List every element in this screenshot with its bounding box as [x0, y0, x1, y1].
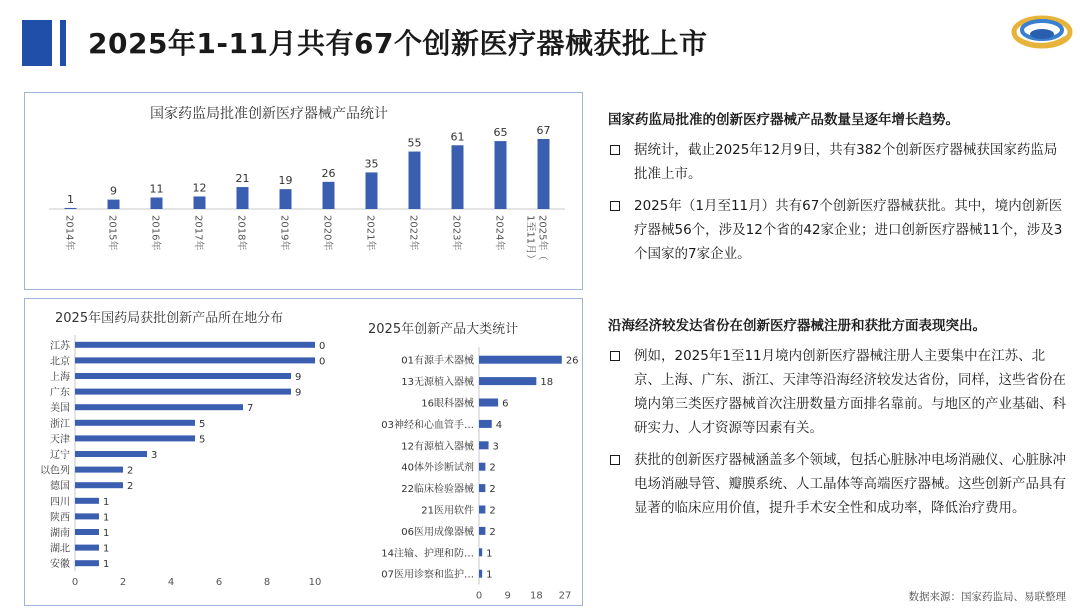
data-label: 12 [192, 181, 207, 195]
data-label: 1 [67, 192, 74, 206]
bullet-text: 例如，2025年1至11月境内创新医疗器械注册人主要集中在江苏、北京、上海、广东、浙江、天津等沿海经济较发达省份，同样，这些省份在境内第三类医疗器械首次注册数量方面排名靠前。与地区的产业基础、科研实力、人才资源等因素有关。 [634, 348, 1066, 436]
category-tick-label: 2022年 [407, 215, 419, 251]
distribution-panel [24, 298, 583, 606]
x-tick-label: 27 [558, 590, 572, 602]
square-bullet-icon [610, 145, 620, 155]
category-label: 陕西 [50, 512, 70, 524]
category-label: 13无源植入器械 [401, 377, 474, 389]
category-tick-label: 2019年 [278, 215, 290, 251]
bar [75, 560, 99, 566]
bar [75, 482, 123, 488]
category-label: 湖南 [50, 528, 70, 539]
category-label: 16眼科器械 [421, 398, 474, 410]
bar [75, 435, 195, 441]
category-label: 01有源手术器械 [401, 355, 474, 367]
category-tick-label: 2023年 [450, 215, 462, 251]
bar [479, 506, 485, 514]
data-label: 1 [103, 543, 110, 555]
bar [479, 527, 485, 535]
bar [479, 484, 485, 492]
x-tick-label: 8 [263, 577, 271, 588]
category-label: 四川 [50, 496, 70, 508]
bar [495, 141, 507, 209]
bar [479, 420, 492, 428]
summary-section-2 [608, 314, 1070, 528]
data-label: 65 [493, 126, 508, 140]
data-label: 11 [149, 182, 164, 196]
annual-chart-panel [24, 92, 583, 290]
bullet-text: 获批的创新医疗器械涵盖多个领域，包括心脏脉冲电场消融仪、心脏脉冲电场消融导管、瓣膜系统、人工晶体等高端医疗器械。这些创新产品具有显著的临床应用价值，提升手术安全性和成功率，降低治疗费用。 [634, 452, 1066, 516]
data-label: 26 [321, 166, 336, 180]
category-label: 以色列 [40, 465, 70, 477]
bar [65, 208, 77, 209]
category-tick-label: 2016年 [149, 215, 161, 251]
bar [75, 513, 99, 519]
x-tick-label: 9 [504, 590, 511, 602]
bar [75, 373, 291, 379]
category-label: 上海 [50, 372, 70, 383]
category-label: 07医用诊察和监护… [381, 569, 474, 581]
data-label: 2 [489, 484, 496, 496]
title-accent-bar [22, 20, 52, 66]
bar [323, 182, 335, 209]
category-label: 12有源植入器械 [401, 441, 474, 453]
category-label: 广东 [50, 387, 70, 399]
category-tick-label: 2024年 [493, 215, 505, 251]
bar [237, 187, 249, 209]
bar [75, 357, 315, 363]
bullet-text: 据统计，截止2025年12月9日，共有382个创新医疗器械获国家药监局批准上市。 [634, 142, 1058, 182]
category-label: 美国 [50, 403, 70, 415]
bar [75, 342, 315, 348]
bar [479, 570, 482, 578]
data-label: 1 [103, 496, 110, 508]
bullet-item [608, 344, 1070, 440]
x-tick-label: 10 [308, 577, 322, 588]
data-label: 61 [450, 130, 465, 144]
bar [151, 198, 163, 209]
x-tick-label: 18 [529, 590, 543, 602]
data-label: 1 [486, 569, 493, 581]
bar [194, 196, 206, 209]
bullet-item [608, 138, 1070, 186]
data-source-note: 数据来源：国家药监局、易联整理 [908, 591, 1066, 603]
bullet-item [608, 194, 1070, 266]
category-tick-label: 2015年 [106, 215, 118, 251]
data-label: 7 [247, 403, 254, 415]
data-label: 2 [127, 465, 134, 477]
data-label: 9 [295, 372, 302, 383]
bar [479, 548, 482, 556]
data-label: 3 [492, 441, 499, 453]
bar [75, 467, 123, 473]
data-label: 67 [536, 124, 551, 137]
category-tick-label: 2021年 [364, 215, 376, 251]
region-distribution-chart [25, 299, 345, 605]
data-label: 5 [199, 418, 206, 430]
square-bullet-icon [610, 201, 620, 211]
data-label: 1 [486, 548, 493, 560]
category-label: 06医用成像器械 [401, 526, 474, 538]
x-tick-label: 0 [71, 577, 79, 588]
data-label: 1 [103, 528, 110, 539]
data-label: 2 [489, 505, 496, 517]
summary-section-1 [608, 108, 1070, 274]
annual-approvals-chart [25, 93, 582, 289]
category-label: 40体外诊断试剂 [401, 462, 474, 474]
category-label: 03神经和心血管手… [381, 419, 474, 431]
data-label: 18 [540, 377, 554, 389]
x-tick-label: 6 [215, 577, 223, 588]
data-label: 55 [407, 136, 422, 150]
data-label: 19 [278, 174, 293, 188]
data-label: 3 [151, 450, 158, 461]
category-tick-label: 2025年（1至11月） [524, 215, 548, 265]
square-bullet-icon [610, 351, 620, 361]
bar [108, 200, 120, 209]
data-label: 1 [103, 512, 110, 524]
chart-title: 2025年创新产品大类统计 [368, 322, 519, 337]
category-stats-chart [345, 299, 582, 605]
data-label: 0 [319, 356, 326, 368]
chart-title: 国家药监局批准创新医疗器械产品统计 [150, 106, 388, 122]
chart-title: 2025年国药局获批创新产品所在地分布 [55, 311, 284, 326]
bar [452, 145, 464, 209]
data-label: 2 [127, 481, 134, 493]
category-label: 辽宁 [50, 450, 70, 461]
category-label: 浙江 [50, 418, 70, 430]
section-heading: 国家药监局批准的创新医疗器械产品数量呈逐年增长趋势。 [608, 112, 959, 128]
bar [280, 189, 292, 209]
category-label: 德国 [50, 481, 70, 493]
data-label: 9 [295, 387, 302, 399]
category-tick-label: 2017年 [192, 215, 204, 251]
bullet-text: 2025年（1月至11月）共有67个创新医疗器械获批。其中，境内创新医疗器械56个，涉及12个省的42家企业；进口创新医疗器械11个，涉及3个国家的7家企业。 [634, 198, 1063, 262]
bar [75, 529, 99, 535]
category-label: 22临床检验器械 [401, 484, 474, 496]
bar [75, 451, 147, 457]
category-label: 21医用软件 [421, 505, 474, 517]
category-tick-label: 2018年 [235, 215, 247, 251]
data-label: 35 [364, 157, 379, 171]
data-label: 1 [103, 559, 110, 571]
bar [479, 463, 485, 471]
x-tick-label: 0 [475, 590, 483, 602]
category-label: 14注输、护理和防… [381, 548, 474, 560]
data-label: 2 [489, 526, 496, 538]
bar [75, 498, 99, 504]
category-label: 天津 [50, 434, 70, 446]
x-tick-label: 2 [119, 577, 127, 588]
bar [479, 441, 489, 449]
category-tick-label: 2020年 [321, 215, 333, 251]
x-tick-label: 4 [167, 577, 175, 588]
bar [479, 377, 536, 385]
data-label: 9 [110, 184, 117, 198]
data-label: 6 [502, 398, 509, 410]
swirl-logo-icon [1010, 8, 1074, 56]
data-label: 5 [199, 434, 206, 446]
bar [409, 152, 421, 209]
page-title: 2025年1-11月共有67个创新医疗器械获批上市 [88, 27, 708, 60]
category-label: 安徽 [50, 559, 70, 571]
bar [75, 420, 195, 426]
bar [366, 172, 378, 209]
title-accent-stripe [60, 20, 66, 66]
category-label: 江苏 [50, 340, 70, 352]
category-label: 北京 [50, 356, 70, 368]
bar [479, 356, 562, 364]
data-label: 0 [319, 340, 326, 352]
bar [75, 389, 291, 395]
bar [75, 404, 243, 410]
square-bullet-icon [610, 455, 620, 465]
data-label: 26 [565, 355, 579, 367]
data-label: 2 [489, 462, 496, 474]
bar [479, 399, 498, 407]
data-label: 21 [235, 172, 250, 186]
data-label: 4 [495, 419, 503, 431]
category-tick-label: 2014年 [63, 215, 75, 251]
bar [75, 545, 99, 551]
bullet-item [608, 448, 1070, 520]
bar [538, 139, 550, 209]
category-label: 湖北 [50, 543, 70, 555]
section-heading: 沿海经济较发达省份在创新医疗器械注册和获批方面表现突出。 [608, 318, 986, 334]
